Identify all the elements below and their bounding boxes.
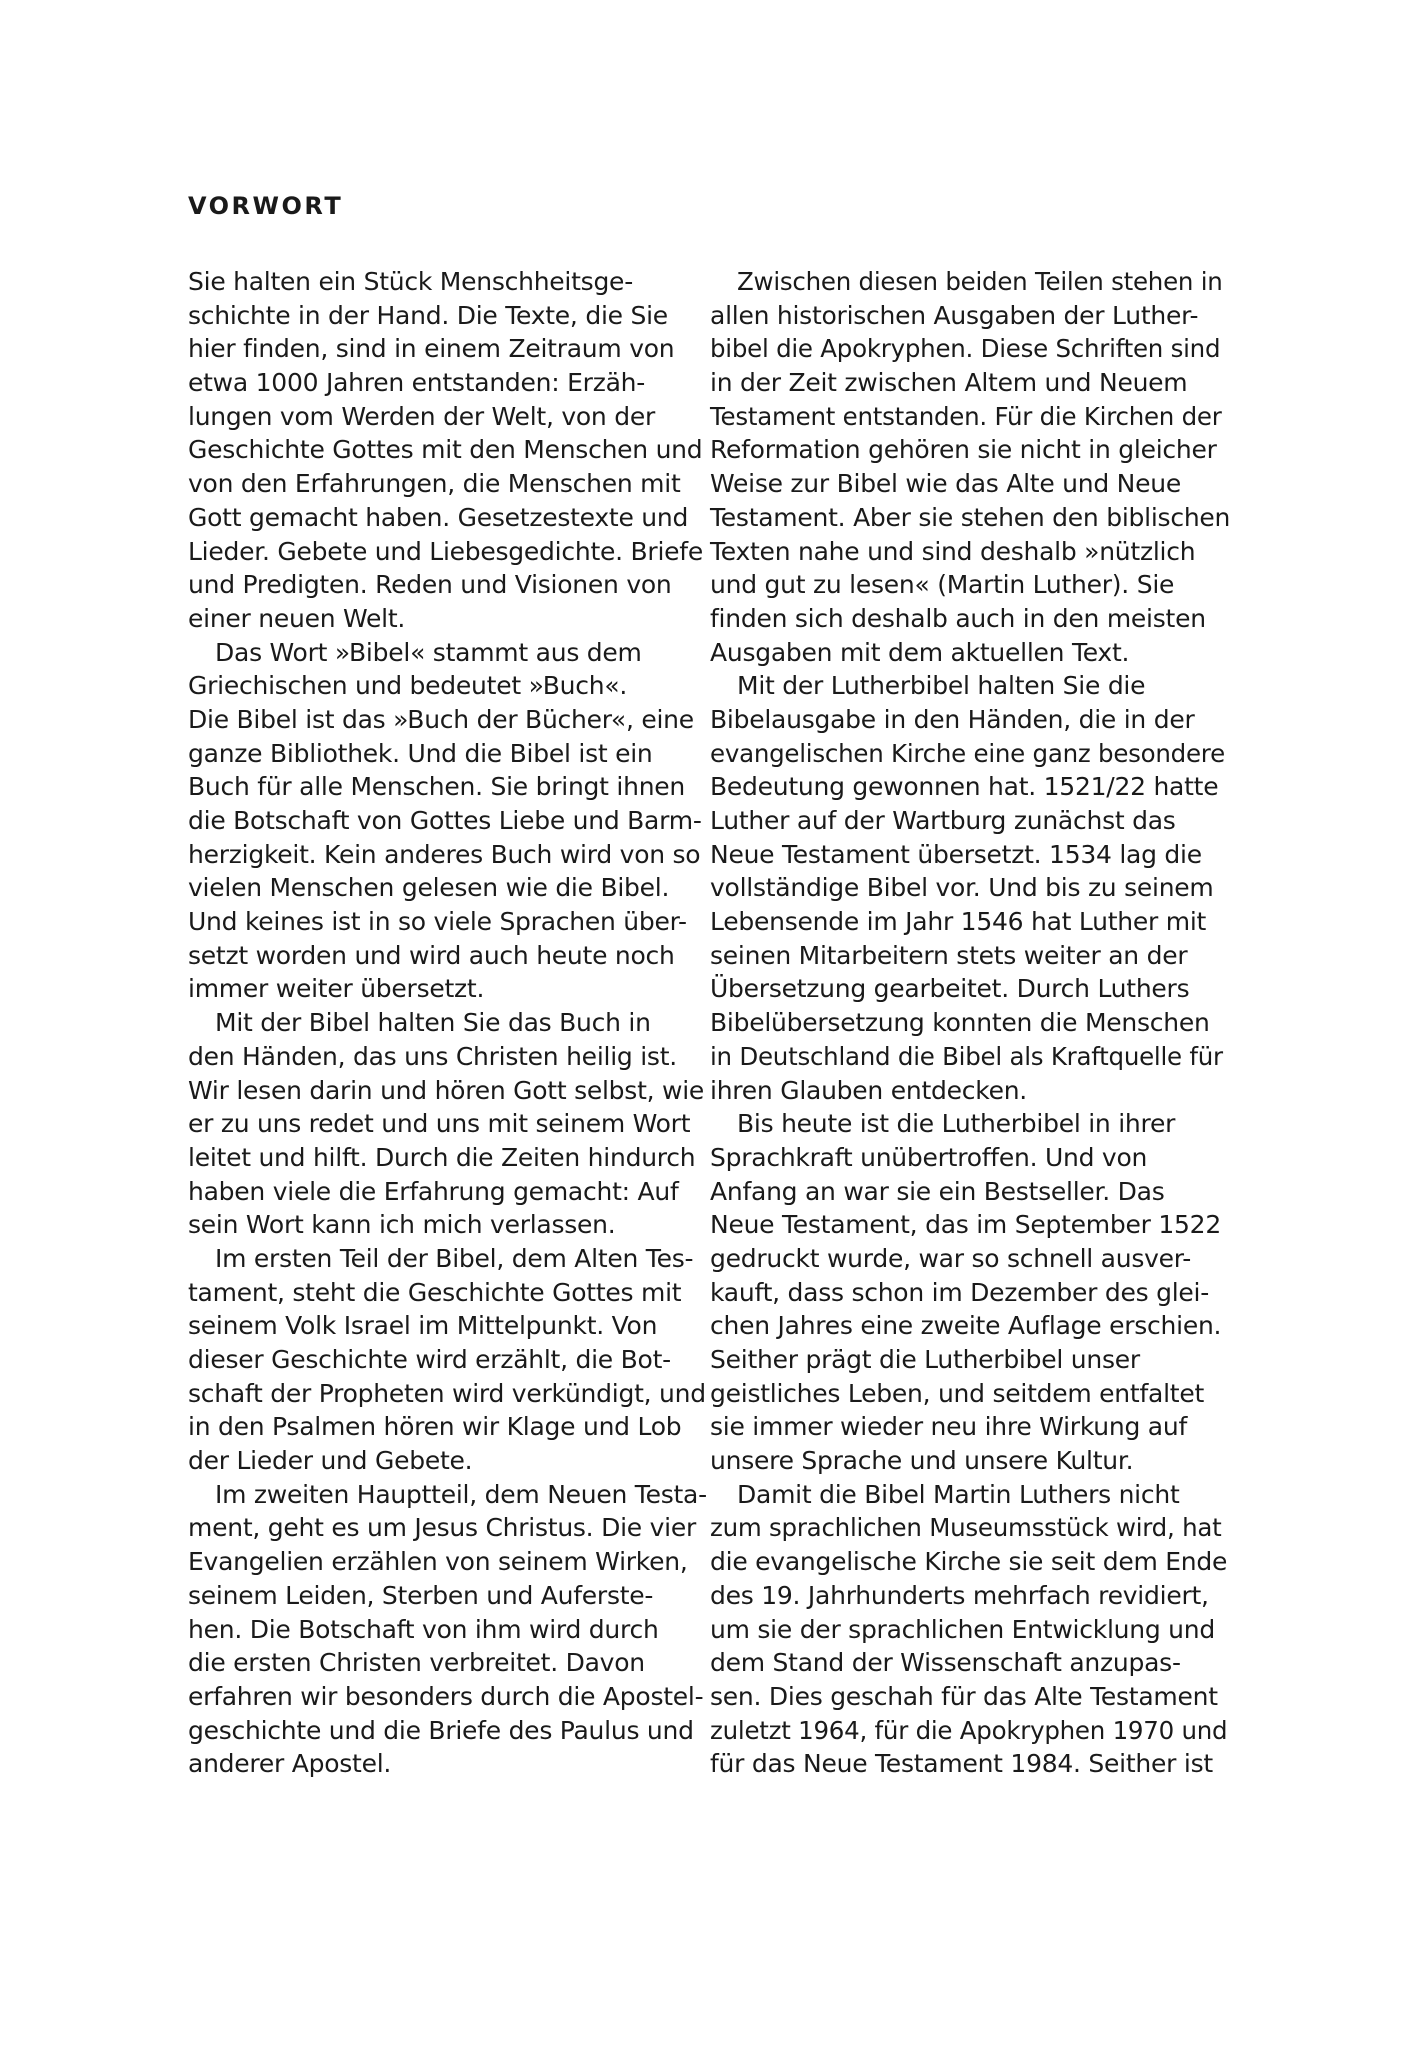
text-line: Testament. Aber sie stehen den biblischen — [710, 502, 1231, 532]
text-line: geistliches Leben, und seitdem entfaltet — [710, 1378, 1205, 1408]
text-line: Und keines ist in so viele Sprachen über- — [188, 907, 687, 937]
text-line: Bedeutung gewonnen hat. 1521/22 hatte — [710, 772, 1219, 802]
text-line: in den Psalmen hören wir Klage und Lob — [188, 1412, 682, 1442]
text-line: anderer Apostel. — [188, 1749, 392, 1779]
text-line: vielen Menschen gelesen wie die Bibel. — [188, 873, 670, 903]
text-line: etwa 1000 Jahren entstanden: Erzäh- — [188, 368, 646, 398]
text-line: zum sprachlichen Museumsstück wird, hat — [710, 1513, 1222, 1543]
text-line: Evangelien erzählen von seinem Wirken, — [188, 1547, 688, 1577]
text-line: Bis heute ist die Lutherbibel in ihrer — [737, 1109, 1176, 1139]
text-line: in Deutschland die Bibel als Kraftquelle für — [710, 1041, 1223, 1071]
text-line: des 19. Jahrhunderts mehrfach revidiert, — [710, 1580, 1209, 1610]
text-line: und Predigten. Reden und Visionen von — [188, 570, 672, 600]
text-line: allen historischen Ausgaben der Luther- — [710, 300, 1199, 330]
text-line: Bibelausgabe in den Händen, die in der — [710, 704, 1195, 734]
text-column-right — [710, 265, 1230, 1781]
text-line: hen. Die Botschaft von ihm wird durch — [188, 1614, 659, 1644]
text-line: dem Stand der Wissenschaft anzupas- — [710, 1648, 1181, 1678]
text-line: Lieder. Gebete und Liebesgedichte. Briefe — [188, 536, 703, 566]
text-line: sein Wort kann ich mich verlassen. — [188, 1210, 616, 1240]
text-line: Geschichte Gottes mit den Menschen und — [188, 435, 703, 465]
text-line: Testament entstanden. Für die Kirchen der — [710, 401, 1222, 431]
text-line: in der Zeit zwischen Altem und Neuem — [710, 368, 1188, 398]
text-line: hier finden, sind in einem Zeitraum von — [188, 334, 675, 364]
text-line: für das Neue Testament 1984. Seither ist — [710, 1749, 1213, 1779]
text-line: Griechischen und bedeutet »Buch«. — [188, 671, 628, 701]
text-line: schaft der Propheten wird verkündigt, und — [188, 1378, 706, 1408]
text-line: seinem Volk Israel im Mittelpunkt. Von — [188, 1311, 658, 1341]
text-line: vollständige Bibel vor. Und bis zu seinem — [710, 873, 1214, 903]
text-line: Neue Testament übersetzt. 1534 lag die — [710, 839, 1202, 869]
text-line: leitet und hilft. Durch die Zeiten hindurch — [188, 1142, 696, 1172]
text-line: seinen Mitarbeitern stets weiter an der — [710, 940, 1188, 970]
text-line: schichte in der Hand. Die Texte, die Sie — [188, 300, 668, 330]
page-title: VORWORT — [188, 192, 344, 220]
text-line: Sie halten ein Stück Menschheitsge- — [188, 267, 633, 296]
text-line: er zu uns redet und uns mit seinem Wort — [188, 1109, 691, 1139]
text-line: evangelischen Kirche eine ganz besondere — [710, 738, 1225, 768]
text-line: ihren Glauben entdecken. — [710, 1075, 1027, 1105]
text-line: Im zweiten Hauptteil, dem Neuen Testa- — [215, 1479, 707, 1509]
text-line: tament, steht die Geschichte Gottes mit — [188, 1277, 682, 1307]
text-line: Das Wort »Bibel« stammt aus dem — [215, 637, 642, 667]
text-line: der Lieder und Gebete. — [188, 1446, 473, 1476]
text-line: lungen vom Werden der Welt, von der — [188, 401, 655, 431]
text-line: haben viele die Erfahrung gemacht: Auf — [188, 1176, 679, 1206]
text-line: herzigkeit. Kein anderes Buch wird von so — [188, 839, 701, 869]
text-line: die evangelische Kirche sie seit dem Ende — [710, 1547, 1228, 1577]
text-line: die Botschaft von Gottes Liebe und Barm- — [188, 806, 702, 835]
text-column-left — [188, 265, 708, 1781]
text-line: und gut zu lesen« (Martin Luther). Sie — [710, 570, 1175, 600]
text-line: Neue Testament, das im September 1522 — [710, 1210, 1221, 1240]
text-line: Übersetzung gearbeitet. Durch Luthers — [710, 974, 1190, 1004]
text-line: Mit der Bibel halten Sie das Buch in — [215, 1008, 651, 1038]
text-line: Gott gemacht haben. Gesetzestexte und — [188, 502, 689, 532]
text-line: Texten nahe und sind deshalb »nützlich — [710, 536, 1196, 566]
text-line: Anfang an war sie ein Bestseller. Das — [710, 1176, 1165, 1206]
text-line: ment, geht es um Jesus Christus. Die vier — [188, 1513, 696, 1543]
text-line: kauft, dass schon im Dezember des glei- — [710, 1277, 1209, 1307]
text-line: Lebensende im Jahr 1546 hat Luther mit — [710, 907, 1207, 937]
text-line: Reformation gehören sie nicht in gleicher — [710, 435, 1217, 465]
text-line: sen. Dies geschah für das Alte Testament — [710, 1681, 1218, 1711]
text-line: geschichte und die Briefe des Paulus und — [188, 1715, 694, 1745]
text-line: Ausgaben mit dem aktuellen Text. — [710, 637, 1130, 667]
text-line: einer neuen Welt. — [188, 603, 406, 633]
text-line: Luther auf der Wartburg zunächst das — [710, 806, 1176, 835]
text-line: ganze Bibliothek. Und die Bibel ist ein — [188, 738, 653, 768]
text-line: dieser Geschichte wird erzählt, die Bot- — [188, 1345, 671, 1374]
text-line: setzt worden und wird auch heute noch — [188, 940, 675, 970]
text-line: erfahren wir besonders durch die Apostel- — [188, 1681, 704, 1711]
text-line: Seither prägt die Lutherbibel unser — [710, 1345, 1140, 1374]
text-line: Weise zur Bibel wie das Alte und Neue — [710, 469, 1181, 499]
text-line: den Händen, das uns Christen heilig ist. — [188, 1041, 677, 1071]
text-line: Sprachkraft unübertroffen. Und von — [710, 1142, 1148, 1172]
text-line: Zwischen diesen beiden Teilen stehen in — [737, 267, 1223, 296]
text-line: chen Jahres eine zweite Auflage erschien. — [710, 1311, 1222, 1341]
text-line: um sie der sprachlichen Entwicklung und — [710, 1614, 1215, 1644]
text-line: zuletzt 1964, für die Apokryphen 1970 und — [710, 1715, 1228, 1745]
text-line: Damit die Bibel Martin Luthers nicht — [737, 1479, 1180, 1509]
text-line: finden sich deshalb auch in den meisten — [710, 603, 1206, 633]
text-line: unsere Sprache und unsere Kultur. — [710, 1446, 1134, 1476]
text-line: Im ersten Teil der Bibel, dem Alten Tes- — [215, 1243, 694, 1273]
text-line: sie immer wieder neu ihre Wirkung auf — [710, 1412, 1187, 1442]
text-line: Buch für alle Menschen. Sie bringt ihnen — [188, 772, 686, 802]
text-line: bibel die Apokryphen. Diese Schriften sind — [710, 334, 1221, 364]
text-line: Die Bibel ist das »Buch der Bücher«, eine — [188, 704, 694, 734]
text-line: die ersten Christen verbreitet. Davon — [188, 1648, 645, 1678]
text-line: Wir lesen darin und hören Gott selbst, wie — [188, 1075, 705, 1105]
text-line: von den Erfahrungen, die Menschen mit — [188, 469, 681, 499]
text-line: immer weiter übersetzt. — [188, 974, 485, 1004]
text-line: Bibelübersetzung konnten die Menschen — [710, 1008, 1210, 1038]
text-line: Mit der Lutherbibel halten Sie die — [737, 671, 1146, 701]
text-line: gedruckt wurde, war so schnell ausver- — [710, 1243, 1191, 1273]
text-line: seinem Leiden, Sterben und Auferste- — [188, 1580, 654, 1610]
